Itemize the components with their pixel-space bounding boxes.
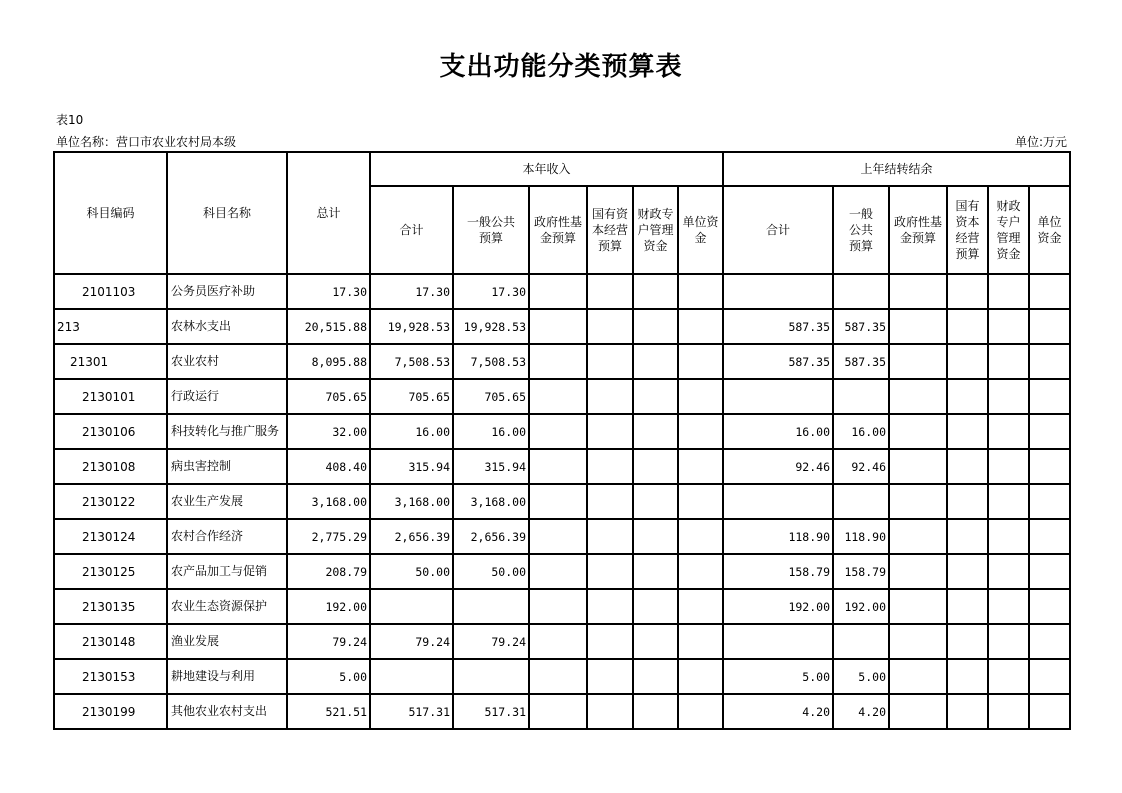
- current-year-amount: [370, 659, 453, 694]
- last-year-amount: [1029, 484, 1070, 519]
- table-row: [54, 694, 1070, 729]
- last-year-amount: 158.79: [833, 554, 889, 589]
- current-year-amount: [678, 519, 723, 554]
- current-year-amount: [678, 274, 723, 309]
- current-year-amount: 17.30: [453, 274, 529, 309]
- table-row: [54, 519, 1070, 554]
- current-year-amount: [587, 624, 633, 659]
- last-year-amount: [833, 624, 889, 659]
- subject-name: 科技转化与推广服务: [167, 414, 287, 449]
- subject-code: 2130135: [54, 589, 167, 624]
- last-year-amount: 587.35: [723, 309, 833, 344]
- last-year-amount: [1029, 554, 1070, 589]
- last-year-amount: [889, 659, 947, 694]
- last-year-amount: 192.00: [833, 589, 889, 624]
- last-year-amount: [723, 379, 833, 414]
- last-year-amount: [1029, 589, 1070, 624]
- current-year-amount: [678, 554, 723, 589]
- table-row: [54, 554, 1070, 589]
- current-year-amount: [529, 344, 587, 379]
- current-year-amount: [529, 309, 587, 344]
- last-year-amount: [1029, 414, 1070, 449]
- current-year-amount: [587, 309, 633, 344]
- current-year-amount: [678, 379, 723, 414]
- current-year-amount: [633, 379, 678, 414]
- last-year-amount: 587.35: [833, 309, 889, 344]
- subject-name: 农林水支出: [167, 309, 287, 344]
- last-year-amount: [988, 659, 1029, 694]
- subject-code: 2130148: [54, 624, 167, 659]
- current-year-amount: 7,508.53: [453, 344, 529, 379]
- current-year-amount: 19,928.53: [453, 309, 529, 344]
- last-year-amount: [1029, 274, 1070, 309]
- current-year-amount: [678, 309, 723, 344]
- subject-code: 2130101: [54, 379, 167, 414]
- current-year-amount: [587, 379, 633, 414]
- current-year-amount: [633, 624, 678, 659]
- subject-name: 病虫害控制: [167, 449, 287, 484]
- current-year-amount: [633, 694, 678, 729]
- last-year-amount: [889, 414, 947, 449]
- total-amount: 3,168.00: [287, 484, 370, 519]
- last-year-amount: [947, 554, 988, 589]
- last-year-amount: 587.35: [833, 344, 889, 379]
- total-amount: 2,775.29: [287, 519, 370, 554]
- header-ly-fund: 政府性基金预算: [889, 186, 947, 274]
- total-amount: 17.30: [287, 274, 370, 309]
- subject-name: 公务员医疗补助: [167, 274, 287, 309]
- current-year-amount: [678, 589, 723, 624]
- last-year-amount: [1029, 624, 1070, 659]
- last-year-amount: [1029, 309, 1070, 344]
- total-amount: 79.24: [287, 624, 370, 659]
- last-year-amount: [947, 309, 988, 344]
- last-year-amount: [988, 519, 1029, 554]
- subject-code: 2101103: [54, 274, 167, 309]
- current-year-amount: [678, 624, 723, 659]
- last-year-amount: [889, 309, 947, 344]
- current-year-amount: [633, 554, 678, 589]
- current-year-amount: 50.00: [370, 554, 453, 589]
- page-title: 支出功能分类预算表: [439, 52, 683, 82]
- current-year-amount: 315.94: [453, 449, 529, 484]
- current-year-amount: [587, 449, 633, 484]
- subject-name: 农村合作经济: [167, 519, 287, 554]
- current-year-amount: [529, 694, 587, 729]
- last-year-amount: [947, 484, 988, 519]
- last-year-amount: [947, 414, 988, 449]
- last-year-amount: [833, 484, 889, 519]
- last-year-amount: [889, 449, 947, 484]
- header-name: 科目名称: [167, 152, 287, 274]
- last-year-amount: [988, 309, 1029, 344]
- header-cy-state-capital: 国有资本经营预算: [587, 186, 633, 274]
- subject-name: 农产品加工与促销: [167, 554, 287, 589]
- last-year-amount: [988, 694, 1029, 729]
- last-year-amount: [1029, 519, 1070, 554]
- last-year-amount: [988, 449, 1029, 484]
- subject-name: 农业生产发展: [167, 484, 287, 519]
- last-year-amount: [947, 624, 988, 659]
- current-year-amount: [529, 274, 587, 309]
- last-year-amount: [723, 484, 833, 519]
- current-year-amount: [678, 694, 723, 729]
- subject-name: 耕地建设与利用: [167, 659, 287, 694]
- last-year-amount: [723, 624, 833, 659]
- current-year-amount: [529, 449, 587, 484]
- current-year-amount: [587, 484, 633, 519]
- header-cy-fund: 政府性基金预算: [529, 186, 587, 274]
- header-code: 科目编码: [54, 152, 167, 274]
- subject-code: 2130106: [54, 414, 167, 449]
- current-year-amount: 517.31: [370, 694, 453, 729]
- last-year-amount: [889, 694, 947, 729]
- total-amount: 192.00: [287, 589, 370, 624]
- last-year-amount: [889, 589, 947, 624]
- last-year-amount: 92.46: [833, 449, 889, 484]
- last-year-amount: [947, 449, 988, 484]
- table-row: [54, 659, 1070, 694]
- current-year-amount: [587, 589, 633, 624]
- header-cy-general: 一般公共预算: [453, 186, 529, 274]
- table-row: [54, 449, 1070, 484]
- table-row: [54, 379, 1070, 414]
- last-year-amount: [1029, 449, 1070, 484]
- last-year-amount: 5.00: [723, 659, 833, 694]
- header-total: 总计: [287, 152, 370, 274]
- subject-code: 2130125: [54, 554, 167, 589]
- last-year-amount: 16.00: [723, 414, 833, 449]
- last-year-amount: [988, 414, 1029, 449]
- current-year-amount: 17.30: [370, 274, 453, 309]
- last-year-amount: 118.90: [833, 519, 889, 554]
- table-row: [54, 274, 1070, 309]
- current-year-amount: 705.65: [453, 379, 529, 414]
- last-year-amount: 158.79: [723, 554, 833, 589]
- current-year-amount: [678, 414, 723, 449]
- current-year-amount: [633, 589, 678, 624]
- current-year-amount: 16.00: [453, 414, 529, 449]
- current-year-amount: [678, 484, 723, 519]
- subject-code: 2130153: [54, 659, 167, 694]
- last-year-amount: [947, 274, 988, 309]
- current-year-amount: [633, 309, 678, 344]
- last-year-amount: [889, 554, 947, 589]
- current-year-amount: [587, 659, 633, 694]
- total-amount: 20,515.88: [287, 309, 370, 344]
- current-year-amount: [633, 449, 678, 484]
- last-year-amount: [723, 274, 833, 309]
- last-year-amount: 16.00: [833, 414, 889, 449]
- current-year-amount: 517.31: [453, 694, 529, 729]
- last-year-amount: 192.00: [723, 589, 833, 624]
- current-year-amount: 3,168.00: [453, 484, 529, 519]
- current-year-amount: [587, 274, 633, 309]
- last-year-amount: [988, 554, 1029, 589]
- current-year-amount: [529, 589, 587, 624]
- last-year-amount: [1029, 379, 1070, 414]
- last-year-amount: 4.20: [723, 694, 833, 729]
- subject-name: 行政运行: [167, 379, 287, 414]
- table-row: [54, 624, 1070, 659]
- last-year-amount: [889, 344, 947, 379]
- current-year-amount: [529, 414, 587, 449]
- last-year-amount: [1029, 659, 1070, 694]
- total-amount: 8,095.88: [287, 344, 370, 379]
- total-amount: 32.00: [287, 414, 370, 449]
- current-year-amount: [587, 519, 633, 554]
- header-cy-unit-funds: 单位资金: [678, 186, 723, 274]
- header-last-year: 上年结转结余: [723, 152, 1070, 186]
- current-year-amount: 16.00: [370, 414, 453, 449]
- last-year-amount: [833, 379, 889, 414]
- last-year-amount: [988, 589, 1029, 624]
- current-year-amount: [633, 344, 678, 379]
- current-year-amount: [587, 554, 633, 589]
- last-year-amount: [947, 344, 988, 379]
- last-year-amount: [947, 659, 988, 694]
- table-row: [54, 484, 1070, 519]
- header-ly-special-account: 财政专户管理资金: [988, 186, 1029, 274]
- current-year-amount: 2,656.39: [453, 519, 529, 554]
- current-year-amount: [529, 484, 587, 519]
- current-year-amount: 50.00: [453, 554, 529, 589]
- last-year-amount: [947, 589, 988, 624]
- last-year-amount: [947, 519, 988, 554]
- current-year-amount: [529, 659, 587, 694]
- last-year-amount: 118.90: [723, 519, 833, 554]
- last-year-amount: [1029, 344, 1070, 379]
- last-year-amount: 5.00: [833, 659, 889, 694]
- last-year-amount: [988, 379, 1029, 414]
- last-year-amount: [889, 379, 947, 414]
- current-year-amount: 19,928.53: [370, 309, 453, 344]
- subject-code: 2130122: [54, 484, 167, 519]
- current-year-amount: [633, 414, 678, 449]
- current-year-amount: 3,168.00: [370, 484, 453, 519]
- current-year-amount: [529, 379, 587, 414]
- subject-name: 农业生态资源保护: [167, 589, 287, 624]
- current-year-amount: [453, 589, 529, 624]
- current-year-amount: [633, 484, 678, 519]
- current-year-amount: [370, 589, 453, 624]
- header-ly-state-capital: 国有资本经营预算: [947, 186, 988, 274]
- last-year-amount: 4.20: [833, 694, 889, 729]
- current-year-amount: [529, 624, 587, 659]
- budget-table: [53, 151, 1071, 730]
- unit-name: 单位名称：营口市农业农村局本级: [56, 135, 237, 149]
- header-ly-total: 合计: [723, 186, 833, 274]
- last-year-amount: [988, 624, 1029, 659]
- current-year-amount: [633, 274, 678, 309]
- total-amount: 408.40: [287, 449, 370, 484]
- subject-code: 2130124: [54, 519, 167, 554]
- last-year-amount: [889, 624, 947, 659]
- current-year-amount: 315.94: [370, 449, 453, 484]
- header-cy-total: 合计: [370, 186, 453, 274]
- subject-name: 其他农业农村支出: [167, 694, 287, 729]
- last-year-amount: [833, 274, 889, 309]
- current-year-amount: [633, 659, 678, 694]
- last-year-amount: [947, 694, 988, 729]
- last-year-amount: [1029, 694, 1070, 729]
- current-year-amount: 79.24: [370, 624, 453, 659]
- last-year-amount: [988, 344, 1029, 379]
- current-year-amount: [678, 659, 723, 694]
- last-year-amount: [889, 484, 947, 519]
- subject-code: 21301: [54, 344, 167, 379]
- table-row: [54, 344, 1070, 379]
- current-year-amount: [529, 554, 587, 589]
- current-year-amount: [453, 659, 529, 694]
- header-current-year: 本年收入: [370, 152, 723, 186]
- total-amount: 521.51: [287, 694, 370, 729]
- current-year-amount: [633, 519, 678, 554]
- total-amount: 705.65: [287, 379, 370, 414]
- current-year-amount: 2,656.39: [370, 519, 453, 554]
- subject-code: 2130108: [54, 449, 167, 484]
- subject-name: 渔业发展: [167, 624, 287, 659]
- header-cy-special-account: 财政专户管理资金: [633, 186, 678, 274]
- subject-code: 213: [54, 309, 167, 344]
- table-row: [54, 589, 1070, 624]
- table-number: 表10: [56, 113, 84, 127]
- current-year-amount: 79.24: [453, 624, 529, 659]
- last-year-amount: [988, 484, 1029, 519]
- total-amount: 5.00: [287, 659, 370, 694]
- current-year-amount: [529, 519, 587, 554]
- header-ly-general: 一般公共预算: [833, 186, 889, 274]
- subject-code: 2130199: [54, 694, 167, 729]
- current-year-amount: [587, 344, 633, 379]
- current-year-amount: [587, 694, 633, 729]
- last-year-amount: [889, 274, 947, 309]
- last-year-amount: [889, 519, 947, 554]
- total-amount: 208.79: [287, 554, 370, 589]
- current-year-amount: 7,508.53: [370, 344, 453, 379]
- last-year-amount: [988, 274, 1029, 309]
- table-row: [54, 414, 1070, 449]
- current-year-amount: [587, 414, 633, 449]
- current-year-amount: 705.65: [370, 379, 453, 414]
- subject-name: 农业农村: [167, 344, 287, 379]
- header-ly-unit-funds: 单位资金: [1029, 186, 1070, 274]
- current-year-amount: [678, 344, 723, 379]
- table-row: [54, 309, 1070, 344]
- last-year-amount: 587.35: [723, 344, 833, 379]
- currency-unit: 单位:万元: [1014, 135, 1067, 149]
- current-year-amount: [678, 449, 723, 484]
- last-year-amount: [947, 379, 988, 414]
- last-year-amount: 92.46: [723, 449, 833, 484]
